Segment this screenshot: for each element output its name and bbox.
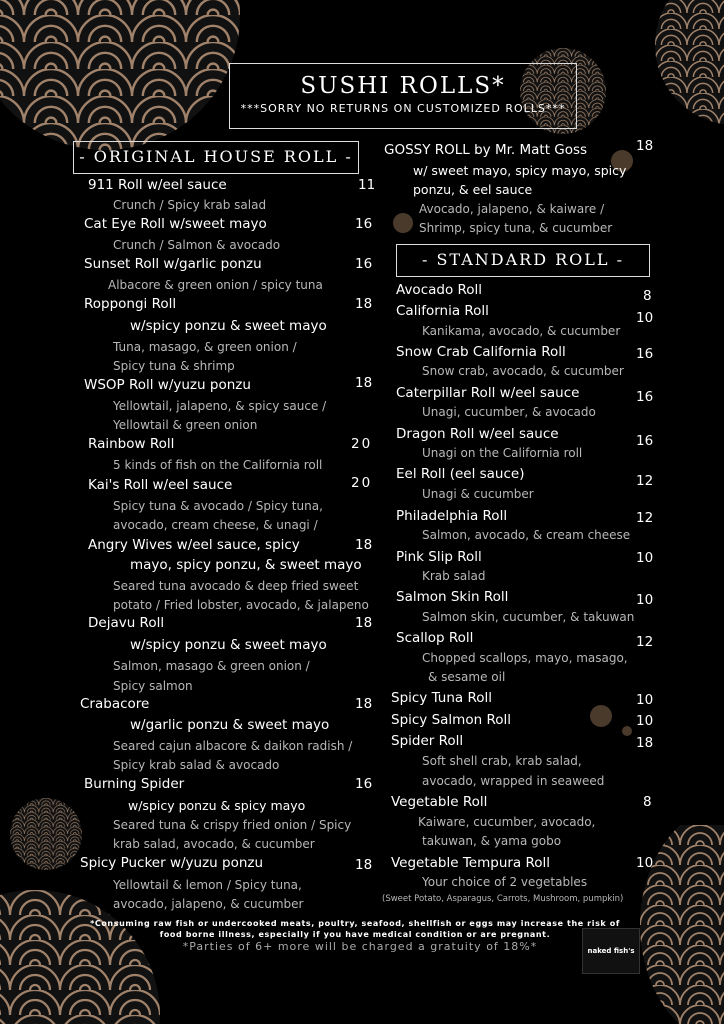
section-header-standard: - STANDARD ROLL - bbox=[396, 244, 650, 277]
menu-item-sauce: w/spicy ponzu & sweet mayo bbox=[130, 637, 327, 653]
menu-item-description: Salmon, avocado, & cream cheese bbox=[422, 528, 631, 542]
menu-item-price: 20 bbox=[351, 475, 373, 491]
menu-item-name: Spider Roll bbox=[391, 733, 464, 749]
decorative-dot bbox=[590, 705, 612, 727]
menu-item-description: Salmon, masago & green onion / bbox=[113, 659, 310, 673]
menu-item-name: Spicy Pucker w/yuzu ponzu bbox=[80, 855, 264, 871]
menu-item-price: 10 bbox=[636, 592, 654, 608]
menu-item-price: 18 bbox=[636, 138, 654, 154]
menu-item-price: 16 bbox=[355, 256, 373, 272]
health-warning-line: food borne illness, especially if you have medical condition or are pregnant. bbox=[159, 930, 551, 939]
menu-item-description: krab salad, avocado, & cucumber bbox=[113, 837, 315, 851]
decorative-circle-top-left bbox=[0, 0, 240, 150]
title-box bbox=[229, 63, 577, 129]
menu-item-description: Seared tuna & crispy fried onion / Spicy bbox=[113, 818, 352, 832]
menu-item-name: Spicy Salmon Roll bbox=[391, 712, 511, 728]
menu-item-description: Unagi on the California roll bbox=[422, 446, 583, 460]
menu-item-name: Angry Wives w/eel sauce, spicy bbox=[88, 537, 300, 553]
menu-item-price: 8 bbox=[643, 288, 652, 304]
menu-item-sauce: ponzu, & eel sauce bbox=[413, 182, 533, 197]
menu-item-name: Crabacore bbox=[80, 696, 150, 712]
menu-item-description: avocado, wrapped in seaweed bbox=[422, 774, 605, 788]
menu-item-name: GOSSY ROLL by Mr. Matt Goss bbox=[384, 142, 588, 158]
menu-item-name: 911 Roll w/eel sauce bbox=[88, 177, 227, 193]
menu-item-name: Kai's Roll w/eel sauce bbox=[88, 477, 233, 493]
menu-item-description: Yellowtail & green onion bbox=[113, 418, 258, 432]
menu-item-description: Spicy salmon bbox=[113, 679, 193, 693]
decorative-circle-top-right bbox=[655, 0, 724, 125]
menu-item-price: 10 bbox=[636, 310, 654, 326]
menu-item-description: Snow crab, avocado, & cucumber bbox=[422, 364, 624, 378]
menu-item-description: avocado, jalapeno, & cucumber bbox=[113, 897, 304, 911]
menu-item-description: takuwan, & yama gobo bbox=[422, 834, 562, 848]
menu-item-price: 12 bbox=[636, 510, 654, 526]
menu-item-name: Vegetable Roll bbox=[391, 794, 488, 810]
menu-item-name: Spicy Tuna Roll bbox=[391, 690, 492, 706]
menu-item-name: California Roll bbox=[396, 303, 489, 319]
menu-item-sauce: mayo, spicy ponzu, & sweet mayo bbox=[130, 557, 362, 573]
menu-item-price: 18 bbox=[636, 735, 654, 751]
menu-item-description: Avocado, jalapeno, & kaiware / bbox=[419, 202, 605, 216]
decorative-dot bbox=[393, 213, 413, 233]
menu-item-price: 10 bbox=[636, 550, 654, 566]
menu-item-description: Salmon skin, cucumber, & takuwan bbox=[422, 610, 635, 624]
menu-item-name: WSOP Roll w/yuzu ponzu bbox=[84, 377, 251, 393]
menu-item-description: Spicy tuna & shrimp bbox=[113, 359, 235, 373]
menu-item-price: 16 bbox=[355, 216, 373, 232]
menu-item-description: Yellowtail, jalapeno, & spicy sauce / bbox=[113, 399, 327, 413]
health-warning-line: *Consuming raw fish or undercooked meats, poultry, seafood, shellfish or eggs may increase the risk of bbox=[90, 919, 620, 928]
section-header-house: - ORIGINAL HOUSE ROLL - bbox=[73, 141, 359, 174]
menu-item-price: 16 bbox=[636, 389, 654, 405]
menu-item-name: Caterpillar Roll w/eel sauce bbox=[396, 385, 580, 401]
menu-item-description: Unagi, cucumber, & avocado bbox=[422, 405, 596, 419]
menu-item-price: 18 bbox=[355, 296, 373, 312]
menu-item-name: Salmon Skin Roll bbox=[396, 589, 509, 605]
restaurant-logo bbox=[582, 928, 640, 974]
menu-item-name: Eel Roll (eel sauce) bbox=[396, 466, 525, 482]
decorative-circle-bottom-right bbox=[640, 800, 724, 1024]
menu-item-name: Dejavu Roll bbox=[88, 615, 165, 631]
menu-item-price: 16 bbox=[636, 346, 654, 362]
page-subtitle: ***SORRY NO RETURNS ON CUSTOMIZED ROLLS*** bbox=[240, 102, 566, 115]
menu-item-description: Shrimp, spicy tuna, & cucumber bbox=[419, 221, 613, 235]
menu-item-vegetable-options: (Sweet Potato, Asparagus, Carrots, Mushroom, pumpkin) bbox=[382, 894, 624, 904]
menu-item-name: Sunset Roll w/garlic ponzu bbox=[84, 256, 262, 272]
menu-item-description: Spicy tuna & avocado / Spicy tuna, bbox=[113, 499, 323, 513]
menu-item-description: Your choice of 2 vegetables bbox=[422, 875, 588, 889]
menu-item-description: Kanikama, avocado, & cucumber bbox=[422, 324, 621, 338]
menu-item-sauce: w/spicy ponzu & spicy mayo bbox=[128, 798, 306, 813]
menu-item-price: 10 bbox=[636, 692, 654, 708]
menu-item-description: Tuna, masago, & green onion / bbox=[113, 340, 297, 354]
menu-item-description: 5 kinds of fish on the California roll bbox=[113, 458, 323, 472]
menu-item-description: & sesame oil bbox=[428, 670, 506, 684]
menu-item-name: Avocado Roll bbox=[396, 282, 483, 298]
menu-item-description: Unagi & cucumber bbox=[422, 487, 534, 501]
menu-item-name: Burning Spider bbox=[84, 776, 185, 792]
menu-item-description: Crunch / Spicy krab salad bbox=[113, 198, 267, 212]
menu-item-description: Yellowtail & lemon / Spicy tuna, bbox=[113, 878, 302, 892]
menu-item-name: Cat Eye Roll w/sweet mayo bbox=[84, 216, 267, 232]
menu-item-sauce: w/spicy ponzu & sweet mayo bbox=[130, 318, 327, 334]
menu-item-name: Roppongi Roll bbox=[84, 296, 177, 312]
menu-item-description: Seared tuna avocado & deep fried sweet bbox=[113, 579, 359, 593]
health-warning bbox=[70, 918, 640, 940]
logo-text: naked fish's bbox=[587, 947, 635, 955]
menu-item-name: Vegetable Tempura Roll bbox=[391, 855, 551, 871]
menu-item-description: Krab salad bbox=[422, 569, 486, 583]
menu-item-description: Chopped scallops, mayo, masago, bbox=[422, 651, 628, 665]
menu-item-price: 10 bbox=[636, 855, 654, 871]
menu-item-price: 12 bbox=[636, 473, 654, 489]
menu-item-description: Soft shell crab, krab salad, bbox=[422, 754, 582, 768]
menu-item-price: 18 bbox=[355, 615, 373, 631]
menu-item-price: 10 bbox=[636, 713, 654, 729]
menu-item-description: Albacore & green onion / spicy tuna bbox=[108, 278, 323, 292]
menu-item-price: 8 bbox=[643, 794, 652, 810]
page-title: SUSHI ROLLS* bbox=[300, 73, 506, 99]
menu-item-price: 20 bbox=[351, 436, 373, 452]
menu-item-price: 11 bbox=[358, 177, 376, 193]
menu-item-price: 18 bbox=[355, 537, 373, 553]
menu-item-description: Spicy krab salad & avocado bbox=[113, 758, 280, 772]
menu-item-price: 16 bbox=[355, 776, 373, 792]
menu-item-description: potato / Fried lobster, avocado, & jalapeno bbox=[113, 598, 369, 612]
menu-item-price: 12 bbox=[636, 634, 654, 650]
menu-item-description: avocado, cream cheese, & unagi / bbox=[113, 518, 318, 532]
menu-item-name: Rainbow Roll bbox=[88, 436, 175, 452]
menu-item-description: Seared cajun albacore & daikon radish / bbox=[113, 739, 353, 753]
menu-item-description: Kaiware, cucumber, avocado, bbox=[418, 815, 596, 829]
menu-item-price: 18 bbox=[355, 375, 373, 391]
decorative-dot bbox=[622, 726, 632, 736]
menu-item-sauce: w/ sweet mayo, spicy mayo, spicy bbox=[413, 163, 627, 178]
gratuity-note: *Parties of 6+ more will be charged a gratuity of 18%* bbox=[182, 940, 538, 953]
menu-item-description: Crunch / Salmon & avocado bbox=[113, 238, 281, 252]
menu-item-name: Scallop Roll bbox=[396, 630, 474, 646]
decorative-circle-left bbox=[10, 798, 82, 870]
menu-item-name: Snow Crab California Roll bbox=[396, 344, 566, 360]
menu-item-price: 16 bbox=[636, 433, 654, 449]
menu-item-price: 18 bbox=[355, 696, 373, 712]
menu-item-name: Philadelphia Roll bbox=[396, 508, 508, 524]
menu-item-sauce: w/garlic ponzu & sweet mayo bbox=[130, 717, 330, 733]
menu-item-price: 18 bbox=[355, 857, 373, 873]
menu-item-name: Pink Slip Roll bbox=[396, 549, 482, 565]
menu-item-name: Dragon Roll w/eel sauce bbox=[396, 426, 559, 442]
